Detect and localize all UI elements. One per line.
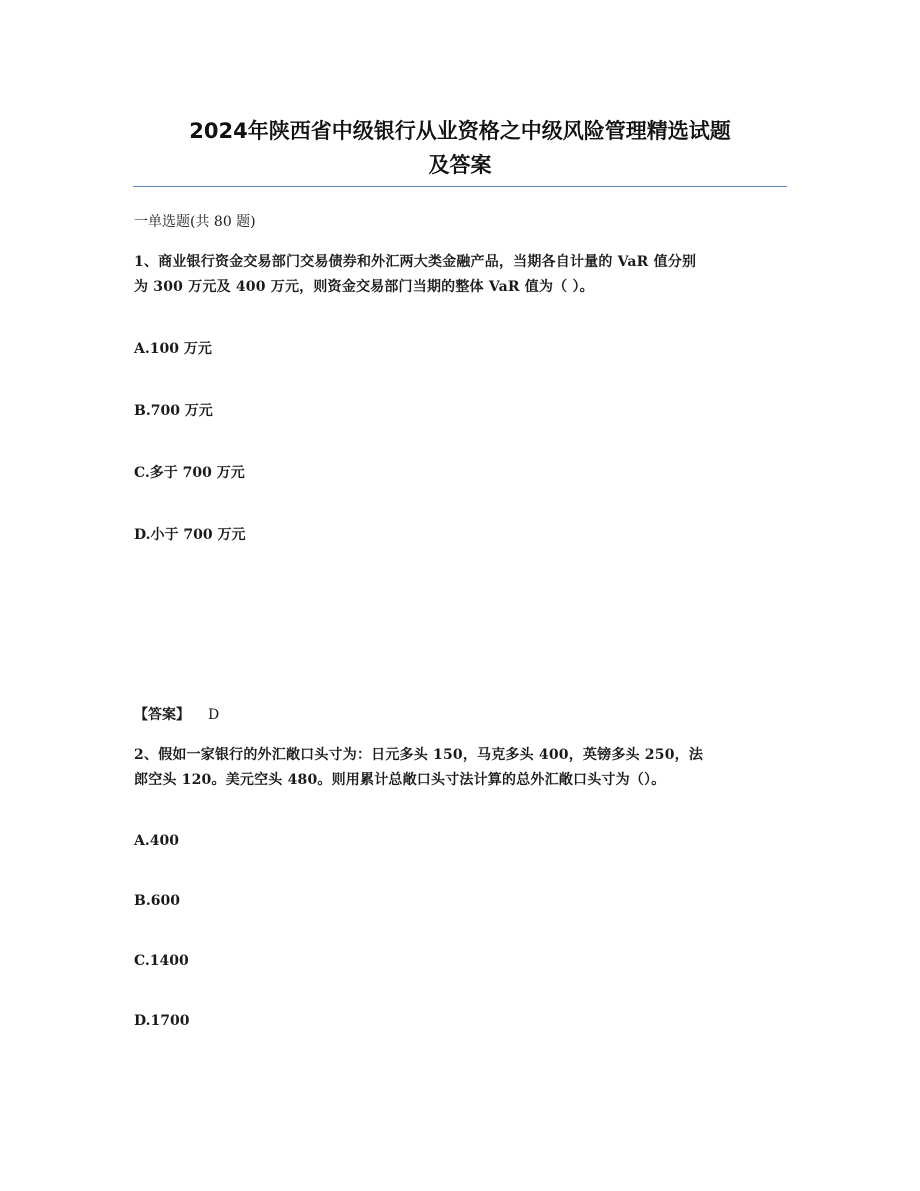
section-header: 一单选题(共 80 题) (134, 214, 256, 230)
question-1-stem-line-1: 1、商业银行资金交易部门交易债券和外汇两大类金融产品，当期各自计量的 VaR 值分别 (134, 254, 697, 270)
question-1-option-d: D.小于 700 万元 (134, 527, 246, 543)
document-title-line-2: 及答案 (428, 153, 492, 177)
question-1-option-b: B.700 万元 (134, 403, 213, 419)
document-title-line-1: 2024年陕西省中级银行从业资格之中级风险管理精选试题 (189, 119, 731, 143)
answer-value: D (208, 707, 220, 723)
question-1-stem-line-2: 为 300 万元及 400 万元，则资金交易部门当期的整体 VaR 值为（ ）。 (134, 279, 594, 295)
question-1-answer (134, 705, 219, 725)
title-divider (133, 186, 787, 187)
question-1-stem (134, 250, 784, 300)
question-1-option-c: C.多于 700 万元 (134, 465, 245, 481)
document-title (130, 114, 790, 182)
question-2-option-b: B.600 (134, 893, 180, 909)
question-2-option-a: A.400 (134, 833, 179, 849)
question-2-stem-line-1: 2、假如一家银行的外汇敞口头寸为：日元多头 150，马克多头 400，英镑多头 250，法 (134, 747, 704, 763)
question-2-option-d: D.1700 (134, 1013, 190, 1029)
answer-label: 【答案】 (134, 707, 190, 723)
question-1-option-a: A.100 万元 (134, 341, 212, 357)
question-2-stem-line-2: 郎空头 120。美元空头 480。则用累计总敞口头寸法计算的总外汇敞口头寸为（）。 (134, 772, 666, 788)
question-2-option-c: C.1400 (134, 953, 189, 969)
question-2-stem (134, 743, 784, 793)
